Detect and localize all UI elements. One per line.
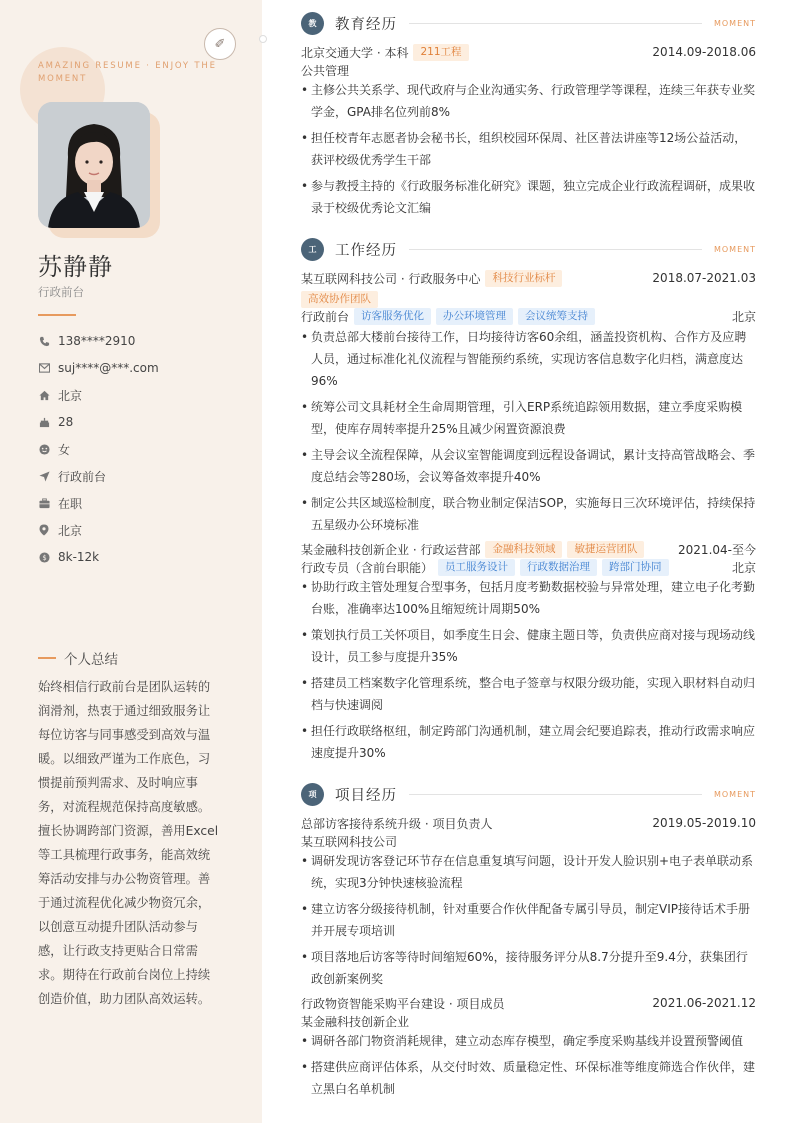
education-row [301,43,756,61]
contact-home [38,387,238,403]
contact-value: 8k-12k [58,550,100,564]
work-city: 北京 [731,309,756,324]
home-icon [38,389,50,401]
work-period: 2021.04-至今 [678,542,756,557]
school-tag: 211工程 [413,44,468,61]
bullet-item: • 策划执行员工关怀项目，如季度生日会、健康主题日等，负责供应商对接与现场动线设计，员工参与度提升35% [301,624,756,668]
skill-tag: 跨部门协同 [602,559,669,576]
section-rule [409,23,702,24]
resume-logo-icon: ✐ [204,28,236,60]
summary-title: 个人总结 [64,652,118,668]
education-section-header [301,11,756,35]
project-title: 行政物资智能采购平台建设 · 项目成员 [301,996,505,1011]
section-title: 项目经历 [335,787,397,804]
contact-target [38,468,238,484]
bullet-text: 担任行政联络枢纽，制定跨部门沟通机制，建立周会纪要追踪表，推动行政需求响应速度提升30% [311,724,756,760]
bullet-text: 项目落地后访客等待时间缩短60%，接待服务评分从8.7分提升至9.4分，获集团行政创新案例奖 [311,950,748,986]
send-icon [38,470,50,482]
heading-bar [38,657,56,659]
project-section-header [301,782,756,806]
work-section-header [301,237,756,261]
bullet-item: • 负责总部大楼前台接待工作，日均接待访客60余组，涵盖投资机构、合作方及应聘人员，通过标准化礼仪流程与智能预约系统，实现访客信息数字化归档，满意度达96% [301,326,756,392]
project-org: 某互联网科技公司 [301,834,398,849]
decorative-dot [259,35,267,43]
company-name: 某互联网科技公司 · 行政服务中心 [301,271,481,286]
contact-value: 在职 [58,496,83,511]
sidebar [0,0,262,1123]
skill-tag: 员工服务设计 [438,559,515,576]
bullet-text: 参与教授主持的《行政服务标准化研究》课题，独立完成企业行政流程调研，成果收录于校级优秀论文汇编 [311,179,756,215]
position: 行政前台 [301,309,350,324]
divider [38,314,76,316]
bullet-text: 搭建供应商评估体系，从交付时效、质量稳定性、环保标准等维度筛选合作伙伴，建立黑白名单机制 [311,1060,756,1096]
svg-text:$: $ [41,553,47,562]
bullet-item: • 调研各部门物资消耗规律，建立动态库存模型，确定季度采购基线并设置预警阈值 [301,1030,756,1052]
section-moment: MOMENT [713,18,756,28]
bullet-item: • 调研发现访客登记环节存在信息重复填写问题，设计开发人脸识别+电子表单联动系统，实现3分钟快速核验流程 [301,850,756,894]
contact-value: suj****@***.com [58,361,159,375]
bullet-item: • 协助行政主管处理复合型事务，包括月度考勤数据校验与异常处理，建立电子化考勤台账，准确率达100%且缩短统计周期50% [301,576,756,620]
contact-value: 138****2910 [58,334,136,348]
cake-icon [38,416,50,428]
contact-value: 女 [58,442,71,457]
contact-value: 北京 [58,388,83,403]
project-title-row [301,994,756,1012]
bullet-text: 协助行政主管处理复合型事务，包括月度考勤数据校验与异常处理，建立电子化考勤台账，准确率达100%且缩短统计周期50% [311,580,756,616]
section-badge: 教 [301,12,324,35]
summary-text: 始终相信行政前台是团队运转的润滑剂，热衷于通过细致服务让每位访客与同事感受到高效与温暖。以细致严谨为工作底色，习惯提前预判需求、及时响应事务，对流程规范保持高度敏感。擅长协调跨部门资源，善用Excel等工具梳理行政事务，能高效统筹活动安排与办公物资管理。善于通过流程优化减少物资冗余，以创意互动提升团队活动参与感，让行政支持更贴合日常需求。期待在行政前台岗位上持续创造价值，助力团队高效运转。 [38,680,219,1006]
tagline: AMAZING RESUME · ENJOY THE MOMENT [38,61,217,84]
bullet-text: 主修公共关系学、现代政府与企业沟通实务、行政管理学等课程，连续三年获专业奖学金，GPA排名位列前8% [311,83,756,119]
section-title: 教育经历 [335,16,397,33]
contact-value: 北京 [58,523,83,538]
bullet-item: • 参与教授主持的《行政服务标准化研究》课题，独立完成企业行政流程调研，成果收录于校级优秀论文汇编 [301,175,756,219]
avatar [38,102,150,228]
education-period: 2014.09-2018.06 [652,45,756,59]
location-icon [38,524,50,536]
position-row [301,307,756,325]
bullet-text: 调研各部门物资消耗规律，建立动态库存模型，确定季度采购基线并设置预警阈值 [311,1034,744,1048]
major-row [301,61,756,79]
skill-tag: 访客服务优化 [354,308,431,325]
contact-value: 28 [58,415,74,429]
section-title: 工作经历 [335,242,397,259]
project-org-row [301,1012,756,1030]
salary-icon [38,551,50,563]
person-name: 苏静静 [38,253,113,281]
bullet-item: • 主导会议全流程保障，从会议室智能调度到远程设备调试，累计支持高管战略会、季度总结会等280场，会议筹备效率提升40% [301,444,756,488]
section-moment: MOMENT [713,789,756,799]
job-title: 行政前台 [38,285,84,299]
project-org-row [301,832,756,850]
bullet-text: 建立访客分级接待机制，针对重要合作伙伴配备专属引导员，制定VIP接待话术手册并开展专项培训 [311,902,750,938]
gender-icon [38,443,50,455]
bullet-item: • 担任校青年志愿者协会秘书长，组织校园环保周、社区普法讲座等12场公益活动，获评校级优秀学生干部 [301,127,756,171]
project-period: 2021.06-2021.12 [652,996,756,1010]
summary-heading [38,648,118,668]
section-rule [409,794,702,795]
bullet-text: 调研发现访客登记环节存在信息重复填写问题，设计开发人脸识别+电子表单联动系统，实现3分钟快速核验流程 [311,854,754,890]
bullet-item: • 项目落地后访客等待时间缩短60%，接待服务评分从8.7分提升至9.4分，获集团行政创新案例奖 [301,946,756,990]
bullet-text: 制定公共区域巡检制度，联合物业制定保洁SOP，实施每日三次环境评估，持续保持五星级办公环境标准 [311,496,756,532]
briefcase-icon [38,497,50,509]
mail-icon [38,362,50,374]
bullet-text: 策划执行员工关怀项目，如季度生日会、健康主题日等，负责供应商对接与现场动线设计，员工参与度提升35% [311,628,756,664]
project-period: 2019.05-2019.10 [652,816,756,830]
contact-status [38,495,238,511]
skill-tag: 会议统筹支持 [518,308,595,325]
bullet-item: • 搭建员工档案数字化管理系统，整合电子签章与权限分级功能，实现入职材料自动归档与快速调阅 [301,672,756,716]
bullet-item: • 担任行政联络枢纽，制定跨部门沟通机制，建立周会纪要追踪表，推动行政需求响应速度提升30% [301,720,756,764]
major: 公共管理 [301,63,350,78]
bullet-item: • 统筹公司文具耗材全生命周期管理，引入ERP系统追踪领用数据，建立季度采购模型，使库存周转率提升25%且减少闲置资源浪费 [301,396,756,440]
contact-email [38,360,238,376]
work-company-row [301,540,756,558]
bullet-text: 统筹公司文具耗材全生命周期管理，引入ERP系统追踪领用数据，建立季度采购模型，使库存周转率提升25%且减少闲置资源浪费 [311,400,743,436]
bullet-item: • 搭建供应商评估体系，从交付时效、质量稳定性、环保标准等维度筛选合作伙伴，建立黑白名单机制 [301,1056,756,1100]
contact-city [38,522,238,538]
school-name: 北京交通大学 · 本科 [301,45,409,60]
company-tag: 敏捷运营团队 [567,541,644,558]
company-tag: 科技行业标杆 [485,270,562,287]
phone-icon [38,335,50,347]
contact-phone [38,333,238,349]
position-row [301,558,756,576]
work-period: 2018.07-2021.03 [652,271,756,285]
project-title-row [301,814,756,832]
bullet-item: • 主修公共关系学、现代政府与企业沟通实务、行政管理学等课程，连续三年获专业奖学金，GPA排名位列前8% [301,79,756,123]
project-org: 某金融科技创新企业 [301,1014,410,1029]
section-moment: MOMENT [713,244,756,254]
bullet-text: 搭建员工档案数字化管理系统，整合电子签章与权限分级功能，实现入职材料自动归档与快速调阅 [311,676,756,712]
project-title: 总部访客接待系统升级 · 项目负责人 [301,816,493,831]
company-name: 某金融科技创新企业 · 行政运营部 [301,542,481,557]
bullet-text: 主导会议全流程保障，从会议室智能调度到远程设备调试，累计支持高管战略会、季度总结会等280场，会议筹备效率提升40% [311,448,756,484]
skill-tag: 行政数据治理 [520,559,597,576]
skill-tag: 办公环境管理 [436,308,513,325]
bullet-item: • 制定公共区域巡检制度，联合物业制定保洁SOP，实施每日三次环境评估，持续保持五星级办公环境标准 [301,492,756,536]
section-badge: 项 [301,783,324,806]
profile-photo [38,102,150,228]
company-tag-row [301,290,756,308]
company-tag: 金融科技领域 [485,541,562,558]
contact-age [38,414,238,430]
bullet-text: 担任校青年志愿者协会秘书长，组织校园环保周、社区普法讲座等12场公益活动，获评校级优秀学生干部 [311,131,747,167]
section-badge: 工 [301,238,324,261]
bullet-text: 负责总部大楼前台接待工作，日均接待访客60余组，涵盖投资机构、合作方及应聘人员，通过标准化礼仪流程与智能预约系统，实现访客信息数字化归档，满意度达96% [311,330,747,388]
contact-gender [38,441,238,457]
work-city: 北京 [731,560,756,575]
company-tag: 高效协作团队 [301,291,378,308]
work-company-row [301,269,756,287]
bullet-item: • 建立访客分级接待机制，针对重要合作伙伴配备专属引导员，制定VIP接待话术手册并开展专项培训 [301,898,756,942]
contact-value: 行政前台 [58,469,107,484]
section-rule [409,249,702,250]
position: 行政专员（含前台职能） [301,560,434,575]
contact-salary [38,549,238,565]
